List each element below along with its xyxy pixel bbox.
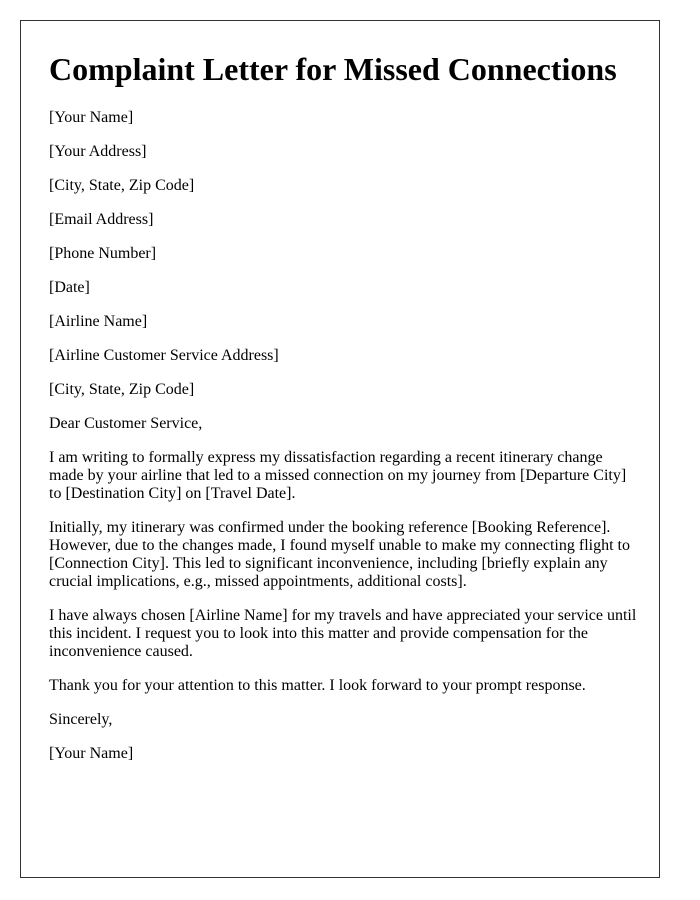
body-paragraph-1: I am writing to formally express my dissatisfaction regarding a recent itinerary change made by your airline that led to a missed connection on my journey from [Departure City] to [Destination City] on [Travel Date]. bbox=[49, 449, 627, 502]
sender-email: [Email Address] bbox=[49, 211, 154, 228]
signature: [Your Name] bbox=[49, 745, 134, 762]
letter-date: [Date] bbox=[49, 279, 90, 296]
sender-name: [Your Name] bbox=[49, 109, 134, 126]
recipient-address: [Airline Customer Service Address] bbox=[49, 347, 279, 364]
recipient-city-state-zip: [City, State, Zip Code] bbox=[49, 381, 195, 398]
recipient-airline-name: [Airline Name] bbox=[49, 313, 148, 330]
body-paragraph-3: I have always chosen [Airline Name] for my travels and have appreciated your service until this incident. I request you to look into this matter and provide compensation for the inconvenience caused. bbox=[49, 607, 637, 660]
letter-page bbox=[20, 20, 660, 878]
letter-content bbox=[49, 49, 639, 763]
page-title: Complaint Letter for Missed Connections bbox=[49, 51, 617, 87]
sender-address: [Your Address] bbox=[49, 143, 147, 160]
body-paragraph-4: Thank you for your attention to this matter. I look forward to your prompt response. bbox=[49, 677, 586, 694]
closing: Sincerely, bbox=[49, 711, 113, 728]
body-paragraph-2: Initially, my itinerary was confirmed under the booking reference [Booking Reference]. However, due to the changes made, I found myself unable to make my connecting flight to [Connection City]. This led to significant inconvenience, including [briefly explain any crucial implications, e.g., missed appointments, additional costs]. bbox=[49, 519, 630, 590]
salutation: Dear Customer Service, bbox=[49, 415, 203, 432]
sender-phone: [Phone Number] bbox=[49, 245, 157, 262]
sender-city-state-zip: [City, State, Zip Code] bbox=[49, 177, 195, 194]
